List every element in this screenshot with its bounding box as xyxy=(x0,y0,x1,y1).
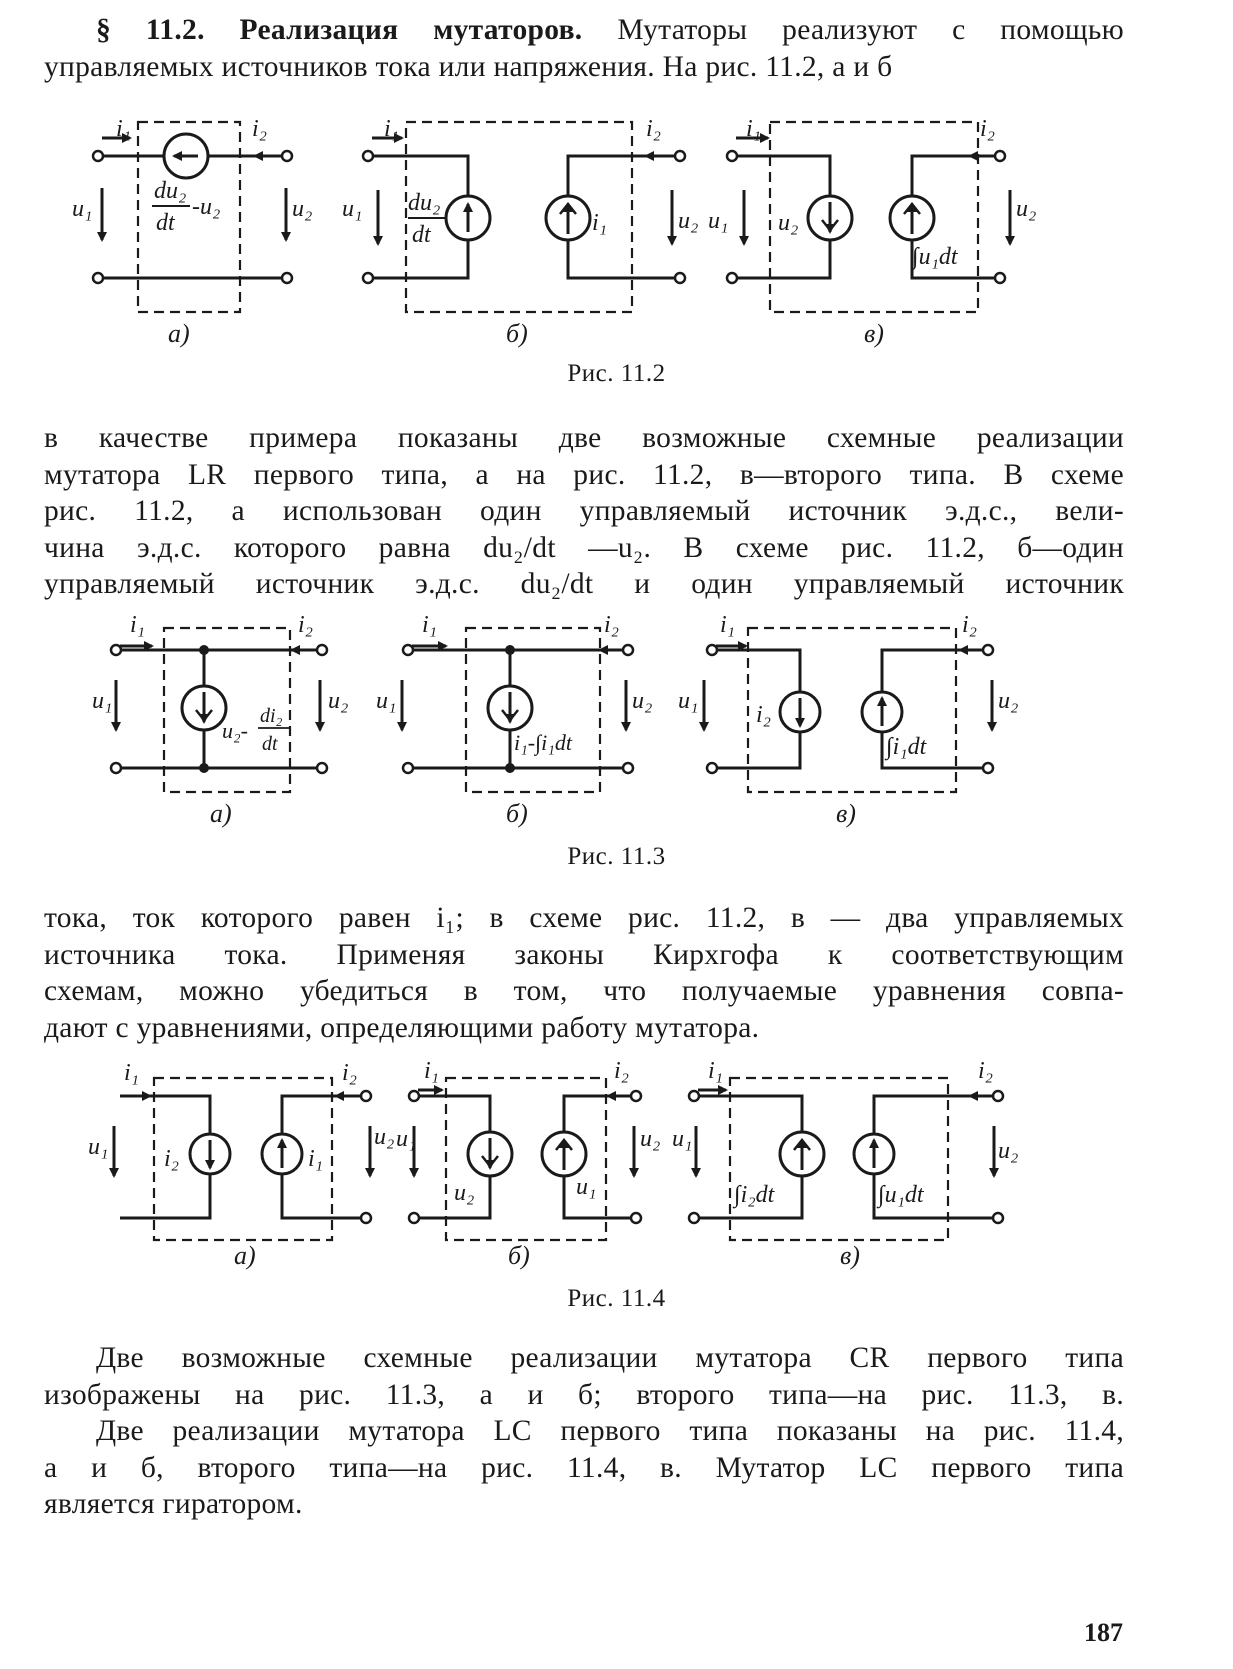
label-u1: u₁ xyxy=(376,688,397,714)
p4-line-3: Две реализации мутатора LC первого типа показаны на рис. 11.4, xyxy=(96,1415,1124,1447)
expr-u2: u₂- xyxy=(222,718,248,743)
source-label-1: u₂ xyxy=(454,1180,475,1206)
intro-line-1-text: Мутаторы реализуют с помощью xyxy=(617,14,1124,46)
sub-label-b: б) xyxy=(506,319,528,348)
paragraph-2 xyxy=(44,420,1124,603)
p2-line-5: управляемый источник э.д.с. du₂/dt и один управляемый источник xyxy=(44,568,1124,600)
circuit-11-2-b xyxy=(342,116,698,348)
figure-11-3 xyxy=(80,608,1160,844)
p3-line-4: дают с уравнениями, определяющими работу мутатора. xyxy=(44,1011,760,1044)
p4-line-1: Две возможные схемные реализации мутатора CR первого типа xyxy=(96,1342,1124,1374)
circuit-11-3-a xyxy=(92,612,348,828)
label-u1: u₁ xyxy=(678,688,699,714)
source-label: i₁ xyxy=(592,210,608,236)
label-u2: u₂ xyxy=(632,688,653,714)
figure-11-4 xyxy=(80,1054,1160,1274)
label-u1: u₁ xyxy=(672,1126,693,1152)
p2-line-3: рис. 11.2, а использован один управляемый источник э.д.с., вели- xyxy=(44,495,1124,527)
label-u2: u₂ xyxy=(640,1126,661,1152)
label-i1: i₁ xyxy=(708,1058,724,1084)
label-i2: i₂ xyxy=(252,116,268,142)
intro-line-2: управляемых источников тока или напряжения. На рис. 11.2, а и б xyxy=(44,50,893,83)
p4-line-5: является гиратором. xyxy=(44,1488,303,1520)
source-label-1: i₂ xyxy=(164,1146,180,1172)
label-u2: u₂ xyxy=(678,208,699,234)
circuit-11-4-b xyxy=(396,1058,660,1270)
expr-di2: di₂ xyxy=(260,705,283,727)
label-u1: u₁ xyxy=(72,196,93,222)
figure-11-2 xyxy=(72,110,1160,350)
source-label-2: ∫u₁dt xyxy=(878,1182,924,1208)
label-i2: i₂ xyxy=(978,1058,994,1084)
circuit-11-4-a xyxy=(88,1060,394,1270)
expr-dt: dt xyxy=(262,733,278,755)
label-u2: u₂ xyxy=(998,688,1019,714)
expr-du2: du₂ xyxy=(154,178,187,204)
label-u1: u₁ xyxy=(396,1126,417,1152)
sub-label-c: в) xyxy=(864,319,884,348)
label-u2: u₂ xyxy=(374,1124,395,1150)
sub-label-b: б) xyxy=(508,1241,530,1270)
expr-minus-u2: -u₂ xyxy=(192,194,221,220)
label-i2: i₂ xyxy=(604,612,620,638)
label-u2: u₂ xyxy=(292,196,313,222)
label-i2: i₂ xyxy=(614,1058,630,1084)
label-i2: i₂ xyxy=(980,116,996,142)
sub-label-a: а) xyxy=(234,1241,256,1270)
caption-fig-11-4: Рис. 11.4 xyxy=(567,1285,666,1312)
circuit-11-3-b xyxy=(376,612,652,828)
sub-label-a: а) xyxy=(210,799,232,828)
circuit-11-2-c xyxy=(708,116,1036,348)
source-label-1: u₂ xyxy=(778,210,799,236)
expr-i1-integral: i₁-∫i₁dt xyxy=(514,730,572,755)
label-i1: i₁ xyxy=(720,612,736,638)
page-number: 187 xyxy=(1084,1618,1123,1647)
label-i1: i₁ xyxy=(424,1058,440,1084)
source-label-2: ∫i₁dt xyxy=(886,734,927,760)
paragraph-4 xyxy=(44,1340,1124,1523)
label-i1: i₁ xyxy=(422,612,438,638)
label-u2: u₂ xyxy=(328,688,349,714)
label-i1: i₁ xyxy=(116,116,132,142)
caption-fig-11-3: Рис. 11.3 xyxy=(567,843,666,870)
label-i2: i₂ xyxy=(342,1060,358,1086)
paragraph-intro xyxy=(44,12,1124,85)
label-u1: u₁ xyxy=(92,688,113,714)
p3-line-3: схемам, можно убедиться в том, что получаемые уравнения совпа- xyxy=(44,975,1124,1007)
p3-line-1: тока, ток которого равен i₁; в схеме рис. 11.2, в — два управляемых xyxy=(44,902,1124,934)
expr-dt: dt xyxy=(156,210,175,236)
source-label-1: i₂ xyxy=(756,702,772,728)
source-label-2: ∫u₁dt xyxy=(912,244,958,270)
p2-line-1: в качестве примера показаны две возможные схемные реализации xyxy=(44,422,1124,454)
label-u2: u₂ xyxy=(1016,196,1037,222)
sub-label-c: в) xyxy=(840,1241,860,1270)
sub-label-b: б) xyxy=(506,799,528,828)
label-i2: i₂ xyxy=(962,612,978,638)
circuit-11-4-c xyxy=(672,1058,1018,1270)
sub-label-c: в) xyxy=(836,799,856,828)
p2-line-4: чина э.д.с. которого равна du₂/dt —u₂. В схеме рис. 11.2, б—один xyxy=(44,531,1124,564)
expr-dt: dt xyxy=(412,222,431,248)
p3-line-2: источника тока. Применяя законы Кирхгофа к соответствующим xyxy=(44,938,1124,971)
source-label-2: u₁ xyxy=(576,1174,597,1200)
label-u1: u₁ xyxy=(342,196,363,222)
p2-line-2: мутатора LR первого типа, а на рис. 11.2, в—второго типа. В схеме xyxy=(44,458,1124,491)
label-i1: i₁ xyxy=(384,116,400,142)
label-u2: u₂ xyxy=(998,1138,1019,1164)
label-i2: i₂ xyxy=(298,612,314,638)
p4-line-4: а и б, второго типа—на рис. 11.4, в. Мутатор LC первого типа xyxy=(44,1451,1124,1484)
source-label-1: ∫i₂dt xyxy=(734,1182,775,1208)
p4-line-2: изображены на рис. 11.3, а и б; второго типа—на рис. 11.3, в. xyxy=(44,1378,1124,1411)
intro-line-1 xyxy=(44,12,1124,49)
circuit-11-2-a xyxy=(72,116,312,348)
label-u1: u₁ xyxy=(708,208,729,234)
label-u1: u₁ xyxy=(88,1134,109,1160)
label-i2: i₂ xyxy=(646,116,662,142)
label-i1: i₁ xyxy=(124,1060,140,1086)
caption-fig-11-2: Рис. 11.2 xyxy=(567,360,666,387)
source-label-2: i₁ xyxy=(308,1146,324,1172)
section-heading: § 11.2. Реализация мутаторов. xyxy=(96,14,583,46)
sub-label-a: а) xyxy=(168,319,190,348)
paragraph-3 xyxy=(44,900,1124,1046)
expr-du2: du₂ xyxy=(408,190,441,216)
circuit-11-3-c xyxy=(678,612,1018,828)
label-i1: i₁ xyxy=(746,116,762,142)
label-i1: i₁ xyxy=(130,612,146,638)
